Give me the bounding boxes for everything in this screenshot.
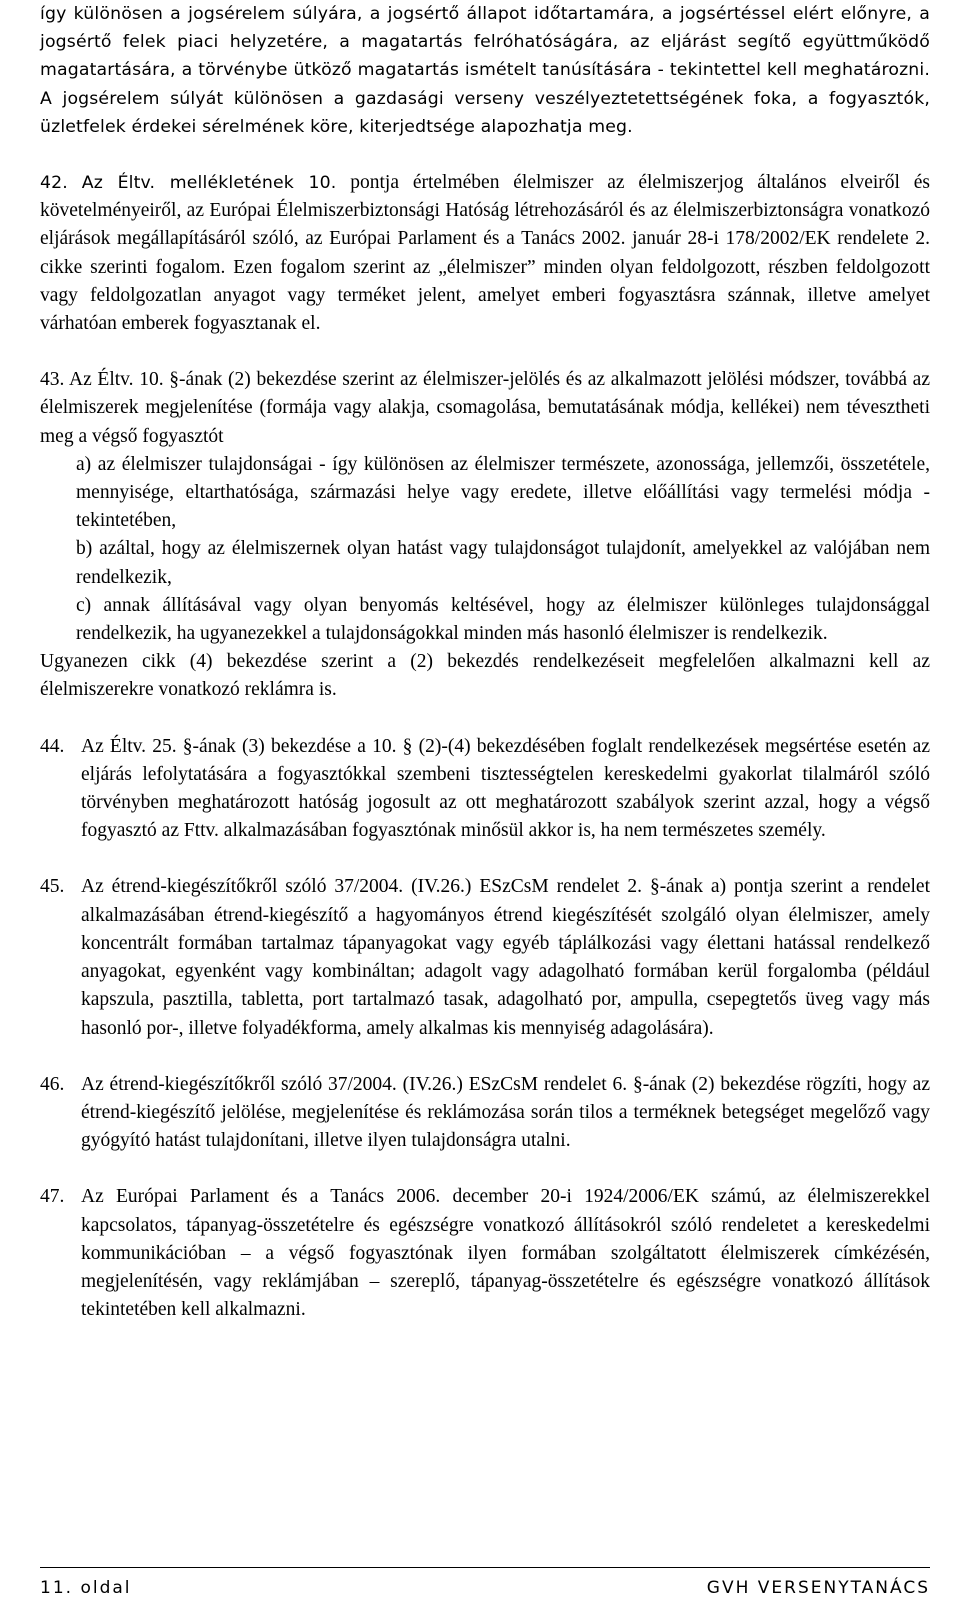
paragraph-43-number: 43. (40, 369, 65, 391)
paragraph-47-number: 47. (40, 1186, 65, 1208)
paragraph-43-tail: Ugyanezen cikk (4) bekezdése szerint a (2) bekezdés rendelkezéseit megfelelően alkalmazni kell az élelmiszerekre vonatkozó reklámra is. (40, 651, 930, 701)
intro-paragraph: így különösen a jogsérelem súlyára, a jogsértő állapot időtartamára, a jogsértéssel elért előnyre, a jogsértő felek piaci helyzetére, a magatartás felróhatóságára, az eljárást segítő együttműködő magatartására, a törvénybe ütköző magatartás ismételt tanúsítására - tekintettel kell meghatározni. A jogsérelem súlyát különösen a gazdasági verseny veszélyeztetettségének foka, a fogyasztók, üzletfelek érdekei sérelmének köre, kiterjedtsége alapozhatja meg. (40, 4, 930, 137)
paragraph-43-sub-c: c) annak állításával vagy olyan benyomás keltésével, hogy az élelmiszer különleges tulajdonsággal rendelkezik, ha ugyanezekkel a tulajdonságokkal minden más hasonló élelmiszer is rendelkezik. (76, 594, 930, 645)
paragraph-42 (40, 169, 930, 338)
paragraph-46-number: 46. (40, 1073, 65, 1095)
paragraph-45-number: 45. (40, 876, 65, 898)
paragraph-44 (40, 733, 930, 846)
paragraph-47-text: Az Európai Parlament és a Tanács 2006. december 20-i 1924/2006/EK számú, az élelmiszerekkel kapcsolatos, tápanyag-összetételre és egészségre vonatkozó állításokról szóló rendeletet a kereskedelmi kommunikációban – a végső fogyasztónak ilyen formában szolgáltatott élelmiszerek címkézésén, megjelenítésén, vagy reklámjában – szereplő, tápanyag-összetételre és egészségre vonatkozó állítások tekintetében kell alkalmazni. (81, 1186, 930, 1321)
paragraph-44-text: Az Éltv. 25. §-ának (3) bekezdése a 10. § (2)-(4) bekezdésében foglalt rendelkezések megsértése esetén az eljárás lefolytatására a fogyasztókkal szembeni tisztességtelen kereskedelmi gyakorlat tilalmáról szóló törvényben meghatározott hatóság jogosult az ott meghatározott szabályok szerint azzal, hogy a végső fogyasztó az Fttv. alkalmazásában fogyasztónak minősül akkor is, ha nem természetes személy. (81, 735, 930, 842)
paragraph-42-text: pontja értelmében élelmiszer az élelmiszerjog általános elveiről és követelményeiről, az Európai Élelmiszerbiztonsági Hatóság létrehozásáról és az élelmiszerbiztonságra vonatkozó eljárások megállapításáról szóló, az Európai Parlament és a Tanács 2002. január 28-i 178/2002/EK rendelete 2. cikke szerinti fogalom. Ezen fogalom szerint az „élelmiszer” minden olyan feldolgozott, részben feldolgozott vagy feldolgozatlan anyagot vagy terméket jelent, amelyet emberi fogyasztásra szánnak, illetve amelyet várhatóan emberek fogyasztanak el. (40, 172, 930, 335)
footer-organization: GVH VERSENYTANÁCS (706, 1578, 930, 1598)
paragraph-46 (40, 1071, 930, 1156)
paragraph-42-lead: 42. (40, 173, 68, 194)
paragraph-47 (40, 1183, 930, 1324)
paragraph-45 (40, 873, 930, 1042)
page-number: 11. oldal (40, 1578, 132, 1598)
paragraph-43-sub-a: a) az élelmiszer tulajdonságai - így különösen az élelmiszer természete, azonossága, jellemzői, összetétele, mennyisége, eltarthatósága, származási helye vagy eredete, illetve előállítási vagy termelési módja - tekintetében, (76, 453, 930, 532)
paragraph-45-text: Az étrend-kiegészítőkről szóló 37/2004. (IV.26.) ESzCsM rendelet 2. §-ának a) pontja szerint a rendelet alkalmazásában étrend-kiegészítő a hagyományos étrend kiegészítését szolgáló olyan élelmiszer, amely koncentrált formában tartalmaz tápanyagokat vagy egyéb táplálkozási vagy élettani hatással rendelkező anyagokat, egyenként vagy kombináltan; adagolt vagy adagolható formában kerül forgalomba (például kapszula, pasztilla, tabletta, port tartalmazó tasak, adagolható por, ampulla, csepegtetős üveg vagy más hasonló por-, illetve folyadékforma, amely alkalmas kis mennyiség adagolására). (81, 876, 930, 1039)
paragraph-43-sub-b: b) azáltal, hogy az élelmiszernek olyan hatást vagy tulajdonságot tulajdonít, amelyekkel az valójában nem rendelkezik, (76, 538, 930, 588)
paragraph-43-text: Az Éltv. 10. §-ának (2) bekezdése szerint az élelmiszer-jelölés és az alkalmazott jelölési módszer, továbbá az élelmiszerek megjelenítése (formája vagy alakja, csomagolása, bemutatásának módja, kellékei) nem tévesztheti meg a végső fogyasztót (40, 369, 930, 447)
footer-divider (40, 1567, 930, 1568)
paragraph-44-number: 44. (40, 735, 65, 757)
paragraph-42-sans: Az Éltv. mellékletének 10. (81, 173, 337, 194)
document-page (40, 0, 930, 1324)
paragraph-46-text: Az étrend-kiegészítőkről szóló 37/2004. (IV.26.) ESzCsM rendelet 6. §-ának (2) bekezdése rögzíti, hogy az étrend-kiegészítő jelölése, megjelenítése és reklámozása során tilos a terméknek betegséget megelőző vagy gyógyító hatást tulajdonítani, illetve ilyen tulajdonságra utalni. (81, 1073, 930, 1152)
paragraph-43 (40, 366, 930, 451)
